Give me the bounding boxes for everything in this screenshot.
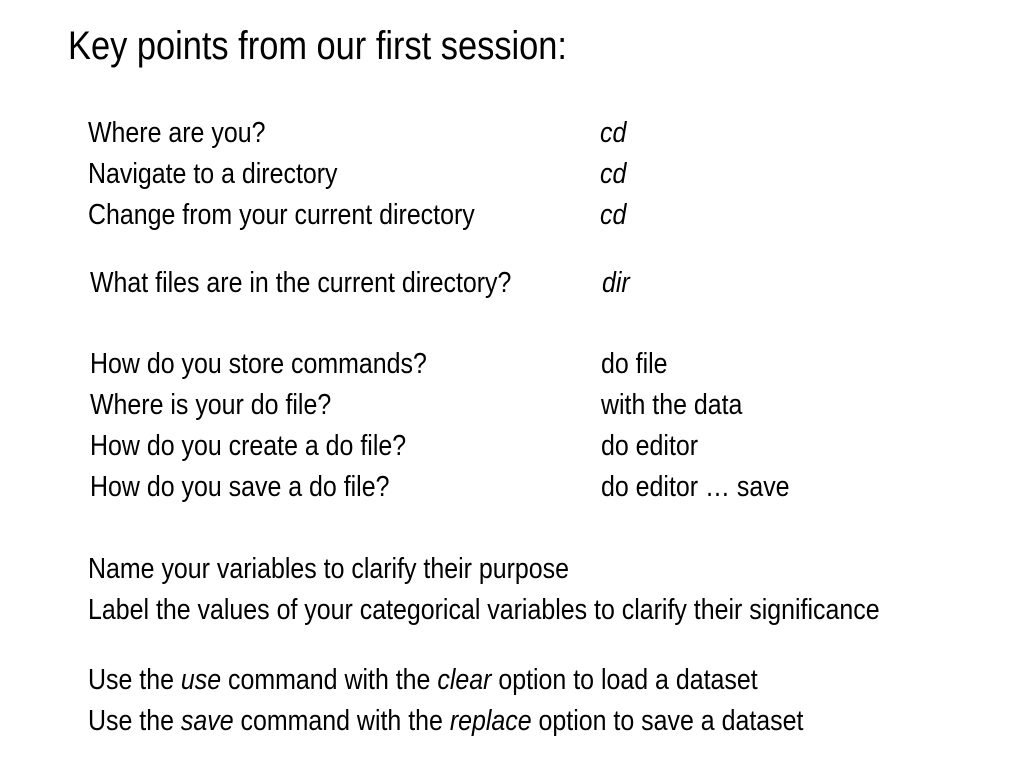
answer-navigate (600, 157, 626, 191)
tip-save-command (88, 704, 803, 738)
tip-text: command with the (233, 705, 450, 737)
question-store-commands: How do you store commands? (90, 348, 427, 380)
answer-change-directory (600, 198, 626, 232)
answer-create-do-file: do editor (601, 430, 699, 462)
question-where-are-you: Where are you? (88, 117, 266, 149)
answer-text: cd (600, 117, 627, 149)
answer-where-do-file: with the data (601, 389, 743, 421)
question-files: What files are in the current directory? (90, 267, 512, 299)
answer-store-commands: do file (601, 348, 668, 380)
question-where-do-file: Where is your do file? (90, 389, 332, 421)
answer-text: cd (600, 199, 627, 231)
command-name: save (180, 705, 234, 737)
tip-text: option to save a dataset (531, 705, 804, 737)
tip-use-command (88, 663, 758, 697)
option-name: clear (437, 664, 492, 696)
tip-text: Use the (88, 664, 181, 696)
question-change-directory: Change from your current directory (88, 199, 475, 231)
slide-title: Key points from our first session: (68, 24, 567, 68)
question-navigate: Navigate to a directory (88, 158, 338, 190)
answer-text: cd (600, 158, 627, 190)
command-name: use (180, 664, 222, 696)
answer-save-do-file: do editor … save (601, 471, 790, 503)
answer-text: dir (602, 267, 630, 299)
tip-label-values: Label the values of your categorical variables to clarify their significance (88, 594, 880, 626)
tip-name-variables: Name your variables to clarify their purpose (88, 553, 570, 585)
question-create-do-file: How do you create a do file? (90, 430, 407, 462)
answer-where-are-you (600, 116, 626, 150)
answer-files (602, 266, 630, 300)
tip-text: command with the (221, 664, 438, 696)
tip-text: Use the (88, 705, 181, 737)
option-name: replace (449, 705, 532, 737)
tip-text: option to load a dataset (491, 664, 758, 696)
question-save-do-file: How do you save a do file? (90, 471, 390, 503)
